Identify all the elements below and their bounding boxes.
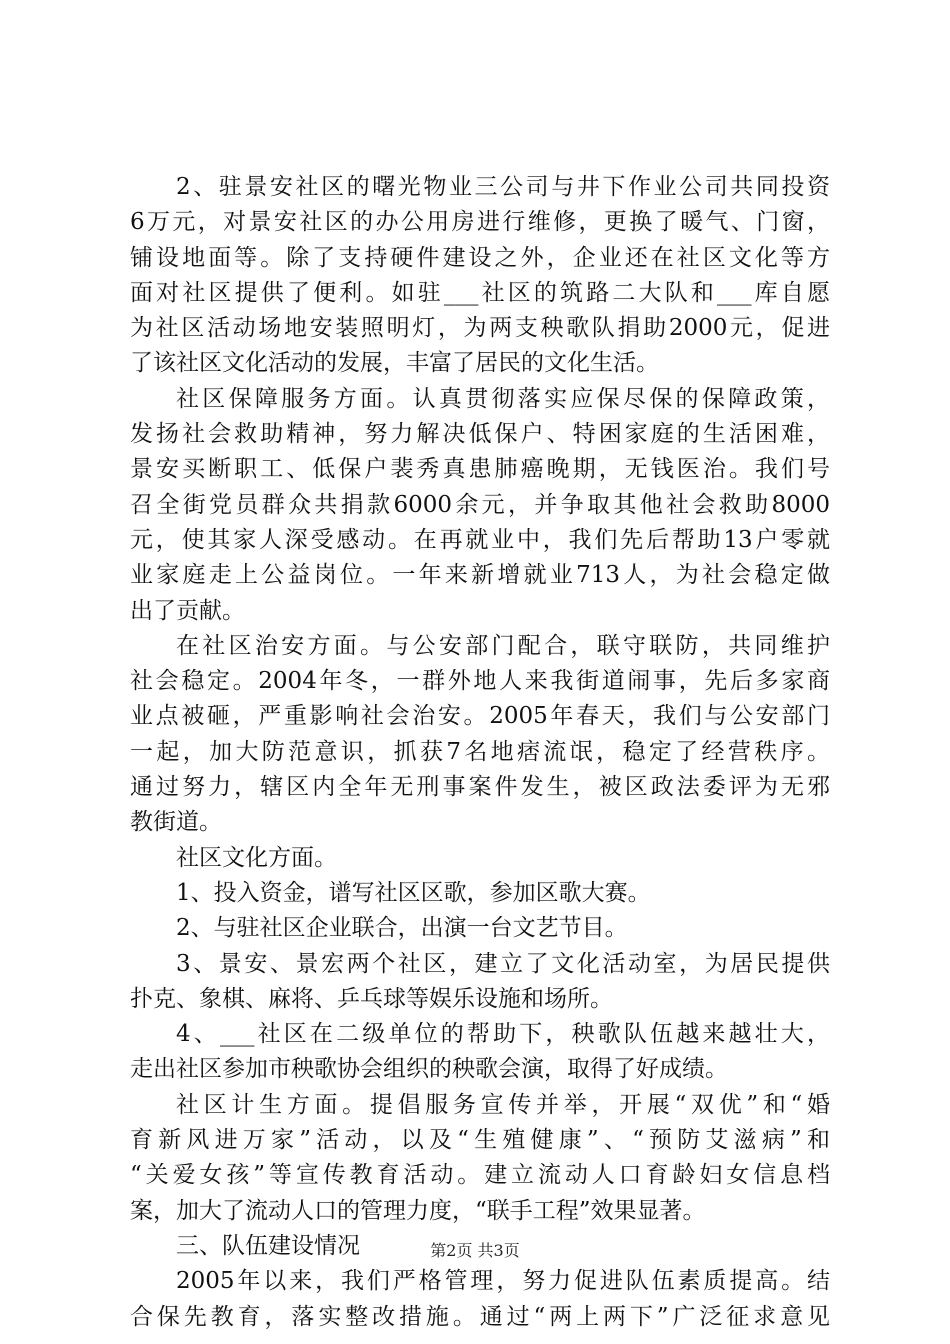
page-number-label: 第2页 共3页 xyxy=(430,1241,520,1260)
text-line: 2005年以来，我们严格管理，努力促进队伍素质提高。结 xyxy=(176,1268,830,1295)
text-line: 面对社区提供了便利。如驻___社区的筑路二大队和___库自愿 xyxy=(130,279,830,306)
text-line: 案，加大了流动人口的管理力度，“联手工程”效果显著。 xyxy=(130,1197,706,1224)
text-line: 教街道。 xyxy=(130,809,222,836)
text-line: 2、与驻社区企业联合，出演一台文艺节目。 xyxy=(176,915,628,942)
text-line: 社会稳定。2004年冬，一群外地人来我街道闹事，先后多家商 xyxy=(130,668,830,695)
text-line: 召全街党员群众共捐款6000余元，并争取其他社会救助8000 xyxy=(130,491,830,518)
text-line: 通过努力，辖区内全年无刑事案件发生，被区政法委评为无邪 xyxy=(130,774,830,801)
text-line: 元，使其家人深受感动。在再就业中，我们先后帮助13户零就 xyxy=(130,526,830,553)
text-line: 扑克、象棋、麻将、乒乓球等娱乐设施和场所。 xyxy=(130,985,613,1012)
text-line: “关爱女孩”等宣传教育活动。建立流动人口育龄妇女信息档 xyxy=(130,1162,830,1189)
text-line: 走出社区参加市秧歌协会组织的秧歌会演，取得了好成绩。 xyxy=(130,1056,728,1083)
text-line: 了该社区文化活动的发展，丰富了居民的文化生活。 xyxy=(130,350,659,377)
text-line: 社区保障服务方面。认真贯彻落实应保尽保的保障政策， xyxy=(176,385,830,412)
page-footer xyxy=(0,1238,950,1261)
text-line: 4、___社区在二级单位的帮助下，秧歌队伍越来越壮大， xyxy=(176,1021,830,1048)
text-line: 三、队伍建设情况 xyxy=(176,1232,360,1259)
text-line: 业家庭走上公益岗位。一年来新增就业713人，为社会稳定做 xyxy=(130,562,830,589)
text-line: 在社区治安方面。与公安部门配合，联守联防，共同维护 xyxy=(176,632,830,659)
document-body xyxy=(130,170,830,1335)
text-line: 一起，加大防范意识，抓获7名地痞流氓，稳定了经营秩序。 xyxy=(130,738,830,765)
text-line: 育新风进万家”活动，以及“生殖健康”、“预防艾滋病”和 xyxy=(130,1127,830,1154)
text-line: 出了贡献。 xyxy=(130,597,245,624)
text-line: 6万元，对景安社区的办公用房进行维修，更换了暖气、门窗， xyxy=(130,209,830,236)
text-line: 发扬社会救助精神，努力解决低保户、特困家庭的生活困难， xyxy=(130,421,830,448)
text-line: 社区计生方面。提倡服务宣传并举，开展“双优”和“婚 xyxy=(176,1091,830,1118)
text-line: 合保先教育，落实整改措施。通过“两上两下”广泛征求意见 xyxy=(130,1303,830,1330)
text-line: 1、投入资金，谱写社区区歌，参加区歌大赛。 xyxy=(176,879,651,906)
text-line: 铺设地面等。除了支持硬件建设之外，企业还在社区文化等方 xyxy=(130,244,830,271)
text-line: 3、景安、景宏两个社区，建立了文化活动室，为居民提供 xyxy=(176,950,830,977)
text-line: 业点被砸，严重影响社会治安。2005年春天，我们与公安部门 xyxy=(130,703,830,730)
text-line: 2、驻景安社区的曙光物业三公司与井下作业公司共同投资 xyxy=(176,174,830,200)
text-line: 景安买断职工、低保户裴秀真患肺癌晚期，无钱医治。我们号 xyxy=(130,456,830,483)
text-line: 为社区活动场地安装照明灯，为两支秧歌队捐助2000元，促进 xyxy=(130,315,830,342)
text-line: 社区文化方面。 xyxy=(176,844,337,871)
